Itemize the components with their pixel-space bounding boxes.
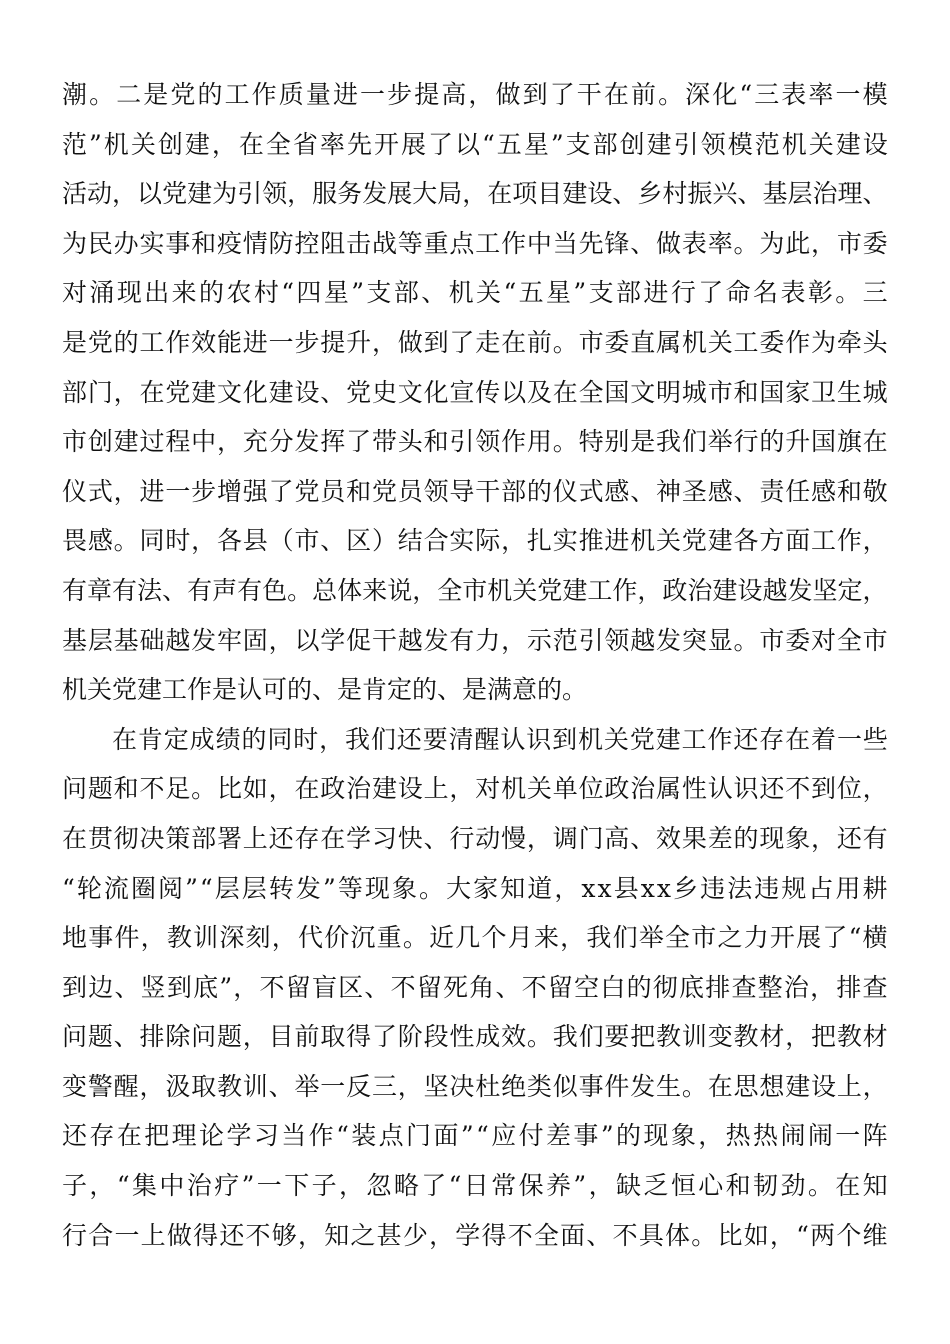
text-line: 活 动 ， 以 党 建 为 引 领 ， 服 务 发 展 大 局 ， 在 项 目 建 设 、 乡 村 振 兴 、 基 层 治 理 、 bbox=[62, 179, 888, 209]
text-line: 部 门 ， 在 党 建 文 化 建 设 、 党 史 文 化 宣 传 以 及 在 全 国 文 明 城 市 和 国 家 卫 生 城 bbox=[62, 377, 888, 407]
text-line: 为 民 办 实 事 和 疫 情 防 控 阻 击 战 等 重 点 工 作 中 当 先 锋 、 做 表 率 。 为 此 ， 市 委 bbox=[62, 228, 888, 258]
text-line: 畏 感 。 同 时 ， 各 县 （ 市 、 区 ） 结 合 实 际 ， 扎 实 推 进 机 关 党 建 各 方 面 工 作 ， bbox=[62, 526, 888, 556]
text-line: 仪 式 ， 进 一 步 增 强 了 党 员 和 党 员 领 导 干 部 的 仪 式 感 、 神 圣 感 、 责 任 感 和 敬 bbox=[62, 476, 888, 506]
text-line: 对 涌 现 出 来 的 农 村 “ 四 星 ” 支 部 、 机 关 “ 五 星 ” 支 部 进 行 了 命 名 表 彰 。 三 bbox=[62, 278, 888, 308]
body-text bbox=[62, 70, 888, 1260]
text-line: 变 警 醒 ， 汲 取 教 训 、 举 一 反 三 ， 坚 决 杜 绝 类 似 事 件 发 生 。 在 思 想 建 设 上 ， bbox=[62, 1071, 888, 1101]
text-line: 潮 。 二 是 党 的 工 作 质 量 进 一 步 提 高 ， 做 到 了 干 在 前 。 深 化 “ 三 表 率 一 模 bbox=[62, 80, 888, 109]
text-line: 到 边 、 竖 到 底 ” ， 不 留 盲 区 、 不 留 死 角 、 不 留 空 白 的 彻 底 排 查 整 治 ， 排 查 bbox=[62, 972, 888, 1002]
text-line: 机关党建工作是认可的、是肯定的、是满意的。 bbox=[62, 675, 588, 705]
text-line: “ 轮 流 圈 阅 ” “ 层 层 转 发 ” 等 现 象 。 大 家 知 道 ， x x 县 x x 乡 违 法 违 规 占 用 耕 bbox=[62, 873, 888, 903]
text-line: 还 存 在 把 理 论 学 习 当 作 “ 装 点 门 面 ” “ 应 付 差 事 ” 的 现 象 ， 热 热 闹 闹 一 阵 bbox=[62, 1121, 888, 1151]
text-line: 子 ， “ 集 中 治 疗 ” 一 下 子 ， 忽 略 了 “ 日 常 保 养 ” ， 缺 乏 恒 心 和 韧 劲 。 在 知 bbox=[62, 1171, 888, 1201]
text-line: 在 肯 定 成 绩 的 同 时 ， 我 们 还 要 清 醒 认 识 到 机 关 党 建 工 作 还 存 在 着 一 些 bbox=[112, 724, 888, 754]
text-line: 市 创 建 过 程 中 ， 充 分 发 挥 了 带 头 和 引 领 作 用 。 特 别 是 我 们 举 行 的 升 国 旗 在 bbox=[62, 427, 888, 457]
text-line: 基 层 基 础 越 发 牢 固 ， 以 学 促 干 越 发 有 力 ， 示 范 引 领 越 发 突 显 。 市 委 对 全 市 bbox=[62, 625, 888, 655]
text-line: 问 题 和 不 足 。 比 如 ， 在 政 治 建 设 上 ， 对 机 关 单 位 政 治 属 性 认 识 还 不 到 位 ， bbox=[62, 774, 888, 804]
text-line: 地 事 件 ， 教 训 深 刻 ， 代 价 沉 重 。 近 几 个 月 来 ， 我 们 举 全 市 之 力 开 展 了 “ 横 bbox=[62, 923, 888, 953]
text-line: 范 ” 机 关 创 建 ， 在 全 省 率 先 开 展 了 以 “ 五 星 ” 支 部 创 建 引 领 模 范 机 关 建 设 bbox=[62, 129, 888, 159]
text-line: 在 贯 彻 决 策 部 署 上 还 存 在 学 习 快 、 行 动 慢 ， 调 门 高 、 效 果 差 的 现 象 ， 还 有 bbox=[62, 823, 888, 853]
text-line: 问 题 、 排 除 问 题 ， 目 前 取 得 了 阶 段 性 成 效 。 我 们 要 把 教 训 变 教 材 ， 把 教 材 bbox=[62, 1022, 888, 1052]
text-line: 是 党 的 工 作 效 能 进 一 步 提 升 ， 做 到 了 走 在 前 。 市 委 直 属 机 关 工 委 作 为 牵 头 bbox=[62, 327, 888, 357]
text-line: 有 章 有 法 、 有 声 有 色 。 总 体 来 说 ， 全 市 机 关 党 建 工 作 ， 政 治 建 设 越 发 坚 定 ， bbox=[62, 575, 888, 605]
text-line: 行 合 一 上 做 得 还 不 够 ， 知 之 甚 少 ， 学 得 不 全 面 、 不 具 体 。 比 如 ， “ 两 个 维 bbox=[62, 1220, 888, 1250]
